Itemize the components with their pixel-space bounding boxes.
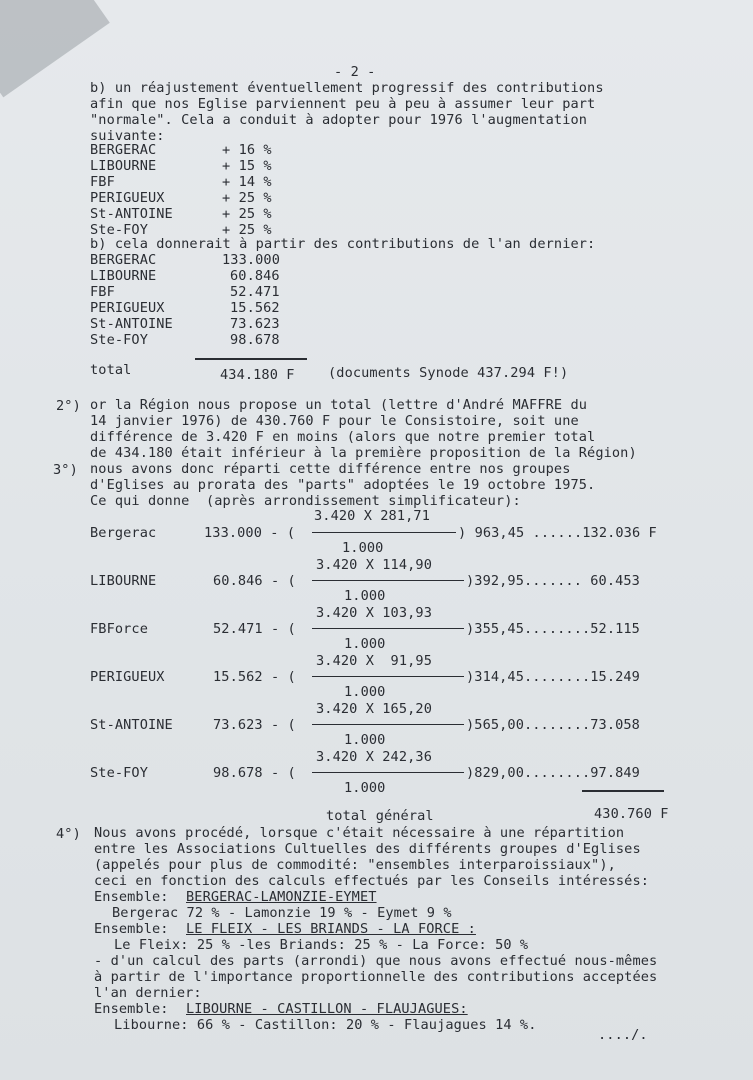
calc-numerator: 3.420 X 242,36 xyxy=(316,749,432,765)
continued-mark: ..../. xyxy=(598,1027,648,1043)
increase-name: St-ANTOINE xyxy=(90,206,173,222)
ensemble-label: Ensemble: xyxy=(94,1001,169,1017)
calc-base: 98.678 - ( xyxy=(213,765,296,781)
ensemble-split: Libourne: 66 % - Castillon: 20 % - Flaujagues 14 %. xyxy=(114,1017,537,1033)
calc-base: 133.000 - ( xyxy=(204,525,296,541)
total-value: 434.180 F xyxy=(220,367,295,383)
fraction-bar xyxy=(312,628,464,629)
paragraph-number: 2°) xyxy=(56,398,81,414)
calc-denominator: 1.000 xyxy=(344,780,386,796)
increase-name: FBF xyxy=(90,174,115,190)
calc-denominator: 1.000 xyxy=(342,540,384,556)
increase-pct: + 25 % xyxy=(222,222,272,238)
increase-name: Ste-FOY xyxy=(90,222,148,238)
sum-rule xyxy=(195,358,307,360)
increase-pct: + 25 % xyxy=(222,190,272,206)
increase-pct: + 14 % xyxy=(222,174,272,190)
page-number: - 2 - xyxy=(334,64,376,80)
calc-result: )355,45........52.115 xyxy=(466,621,640,637)
fraction-bar xyxy=(312,580,464,581)
intro-line: afin que nos Eglise parviennent peu à peu à assumer leur part xyxy=(90,96,596,112)
calc-name: FBForce xyxy=(90,621,148,637)
paragraph-line: entre les Associations Cultuelles des différents groupes d'Eglises xyxy=(94,841,641,857)
grand-total-value: 430.760 F xyxy=(594,806,669,822)
ensemble-name: LE FLEIX - LES BRIANDS - LA FORCE : xyxy=(186,921,476,937)
paragraph-line: ceci en fonction des calculs effectués par les Conseils intéressés: xyxy=(94,873,650,889)
contribution-value: 133.000 xyxy=(222,252,280,268)
increase-pct: + 15 % xyxy=(222,158,272,174)
calc-name: Ste-FOY xyxy=(90,765,148,781)
paragraph-line: d'Eglises au prorata des "parts" adoptées le 19 octobre 1975. xyxy=(90,477,596,493)
increase-pct: + 16 % xyxy=(222,142,272,158)
calc-name: St-ANTOINE xyxy=(90,717,173,733)
contribution-name: Ste-FOY xyxy=(90,332,148,348)
contribution-value: 15.562 xyxy=(230,300,280,316)
fraction-bar xyxy=(312,772,464,773)
calc-base: 60.846 - ( xyxy=(213,573,296,589)
ensemble-label: Ensemble: xyxy=(94,889,169,905)
paragraph-number: 3°) xyxy=(53,462,78,478)
calc-name: LIBOURNE xyxy=(90,573,157,589)
calc-name: PERIGUEUX xyxy=(90,669,165,685)
calc-numerator: 3.420 X 91,95 xyxy=(316,653,432,669)
ensemble-split: Bergerac 72 % - Lamonzie 19 % - Eymet 9 % xyxy=(112,905,452,921)
calc-base: 15.562 - ( xyxy=(213,669,296,685)
intro-line: "normale". Cela a conduit à adopter pour 1976 l'augmentation xyxy=(90,112,588,128)
paragraph-line: 14 janvier 1976) de 430.760 F pour le Consistoire, soit une xyxy=(90,413,579,429)
ensemble-note-line: à partir de l'importance proportionnelle des contributions acceptées xyxy=(94,969,658,985)
contribution-name: St-ANTOINE xyxy=(90,316,173,332)
increase-name: LIBOURNE xyxy=(90,158,157,174)
ensemble-split: Le Fleix: 25 % -les Briands: 25 % - La Force: 50 % xyxy=(114,937,529,953)
ensemble-name: LIBOURNE - CASTILLON - FLAUJAGUES: xyxy=(186,1001,468,1017)
paragraph-line: Ce qui donne (après arrondissement simplificateur): xyxy=(90,493,521,509)
calc-result: )829,00........97.849 xyxy=(466,765,640,781)
increase-name: BERGERAC xyxy=(90,142,157,158)
calc-result: )565,00........73.058 xyxy=(466,717,640,733)
grand-total-rule xyxy=(582,790,664,792)
b-line: b) cela donnerait à partir des contributions de l'an dernier: xyxy=(90,236,596,252)
contribution-name: PERIGUEUX xyxy=(90,300,165,316)
calc-base: 73.623 - ( xyxy=(213,717,296,733)
calc-numerator: 3.420 X 114,90 xyxy=(316,557,432,573)
calc-name: Bergerac xyxy=(90,525,157,541)
ensemble-note-line: - d'un calcul des parts (arrondi) que nous avons effectué nous-mêmes xyxy=(94,953,658,969)
grand-total-label: total général xyxy=(326,808,434,824)
increase-pct: + 25 % xyxy=(222,206,272,222)
contribution-name: BERGERAC xyxy=(90,252,157,268)
calc-denominator: 1.000 xyxy=(344,636,386,652)
calc-denominator: 1.000 xyxy=(344,588,386,604)
paragraph-line: nous avons donc réparti cette différence entre nos groupes xyxy=(90,461,571,477)
paragraph-line: Nous avons procédé, lorsque c'était nécessaire à une répartition xyxy=(94,825,625,841)
contribution-value: 73.623 xyxy=(230,316,280,332)
contribution-value: 52.471 xyxy=(230,284,280,300)
calc-result: ) 963,45 ......132.036 F xyxy=(458,525,657,541)
contribution-value: 60.846 xyxy=(230,268,280,284)
contribution-name: FBF xyxy=(90,284,115,300)
calc-result: )314,45........15.249 xyxy=(466,669,640,685)
increase-name: PERIGUEUX xyxy=(90,190,165,206)
paragraph-line: différence de 3.420 F en moins (alors que notre premier total xyxy=(90,429,596,445)
calc-base: 52.471 - ( xyxy=(213,621,296,637)
fraction-bar xyxy=(312,724,464,725)
ensemble-note-line: l'an dernier: xyxy=(94,985,202,1001)
calc-numerator: 3.420 X 281,71 xyxy=(314,508,430,524)
contribution-name: LIBOURNE xyxy=(90,268,157,284)
paragraph-number: 4°) xyxy=(56,826,81,842)
fraction-bar xyxy=(312,676,464,677)
paragraph-line: (appelés pour plus de commodité: "ensembles interparoissiaux"), xyxy=(94,857,616,873)
intro-line: b) un réajustement éventuellement progressif des contributions xyxy=(90,80,604,96)
contribution-value: 98.678 xyxy=(230,332,280,348)
calc-denominator: 1.000 xyxy=(344,684,386,700)
calc-result: )392,95....... 60.453 xyxy=(466,573,640,589)
fraction-bar xyxy=(312,532,456,533)
total-label: total xyxy=(90,362,132,378)
paragraph-line: or la Région nous propose un total (lettre d'André MAFFRE du xyxy=(90,397,588,413)
paragraph-line: de 434.180 était inférieur à la première proposition de la Région) xyxy=(90,445,637,461)
calc-numerator: 3.420 X 165,20 xyxy=(316,701,432,717)
calc-denominator: 1.000 xyxy=(344,732,386,748)
intro-line: suivante: xyxy=(90,128,165,144)
ensemble-name: BERGERAC-LAMONZIE-EYMET xyxy=(186,889,377,905)
calc-numerator: 3.420 X 103,93 xyxy=(316,605,432,621)
ensemble-label: Ensemble: xyxy=(94,921,169,937)
total-note: (documents Synode 437.294 F!) xyxy=(328,365,569,381)
